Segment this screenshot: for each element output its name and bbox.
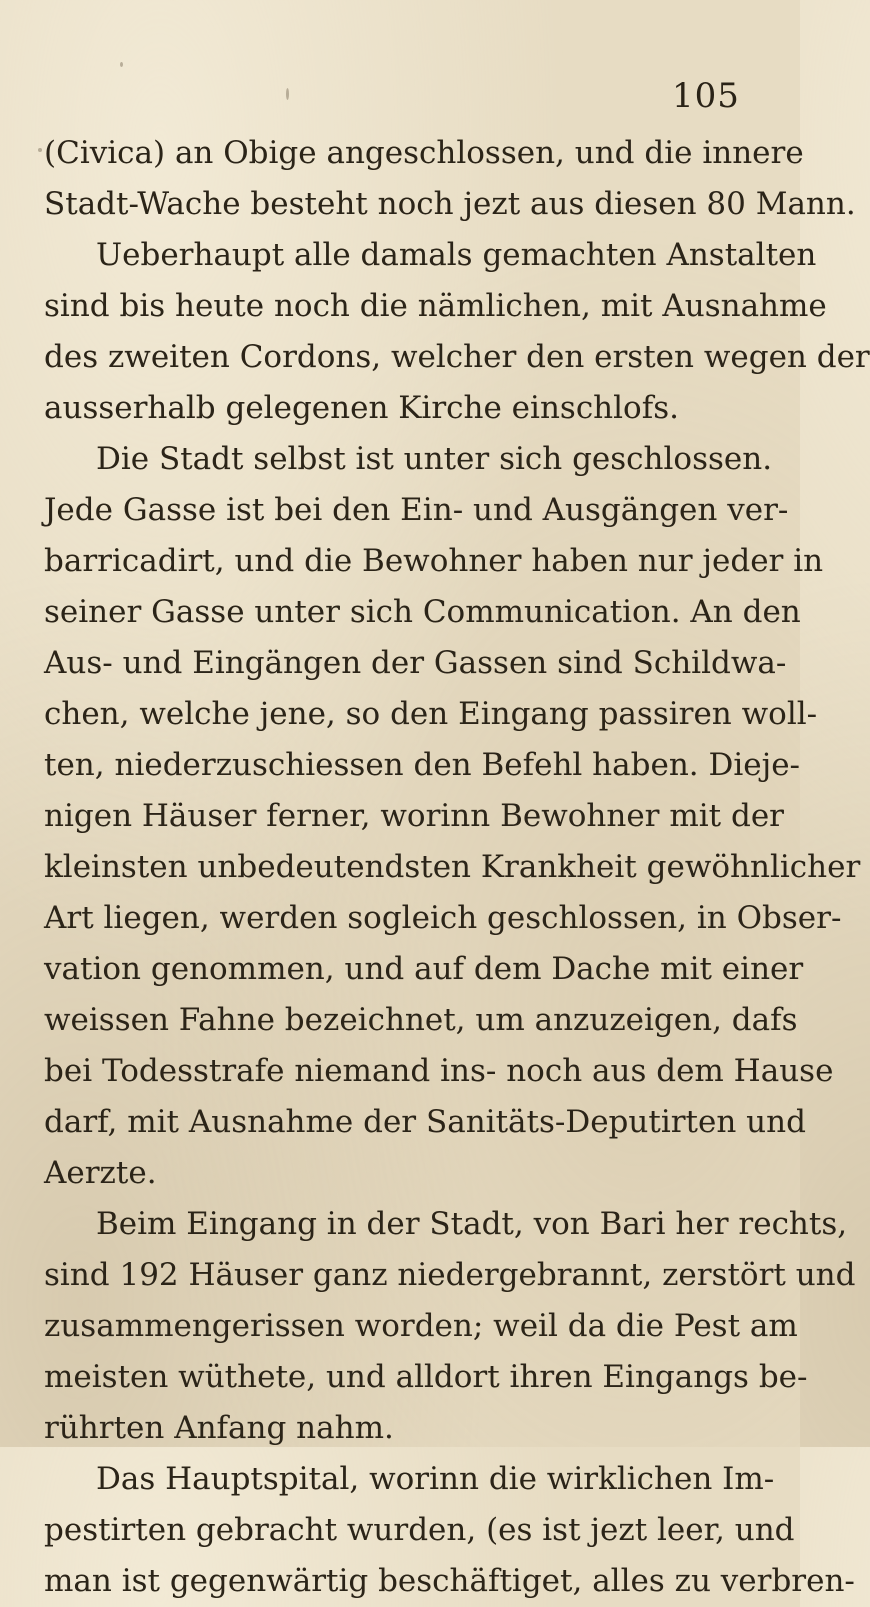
text-line: ausserhalb gelegenen Kirche einschlofs. [44, 390, 679, 426]
text-line: Beim Eingang in der Stadt, von Bari her rechts, [96, 1206, 848, 1242]
text-line: chen, welche jene, so den Eingang passiren woll- [44, 696, 818, 732]
paper-speck [38, 148, 42, 152]
text-line: meisten wüthete, und alldort ihren Eingangs be- [44, 1359, 808, 1395]
text-line: man ist gegenwärtig beschäftiget, alles zu verbren- [44, 1563, 855, 1599]
text-line: vation genommen, und auf dem Dache mit einer [44, 951, 804, 987]
text-line: zusammengerissen worden; weil da die Pest am [44, 1308, 798, 1344]
text-line: Ueberhaupt alle damals gemachten Anstalten [96, 237, 817, 273]
text-line: Aerzte. [44, 1155, 157, 1191]
text-line: darf, mit Ausnahme der Sanitäts-Deputirten und [44, 1104, 806, 1140]
text-line: weissen Fahne bezeichnet, um anzuzeigen, dafs [44, 1002, 798, 1038]
text-line: nigen Häuser ferner, worinn Bewohner mit der [44, 798, 784, 834]
text-line: barricadirt, und die Bewohner haben nur jeder in [44, 543, 824, 579]
text-line: des zweiten Cordons, welcher den ersten wegen der [44, 339, 870, 375]
text-line: sind 192 Häuser ganz niedergebrannt, zerstört und [44, 1257, 856, 1293]
text-line: (Civica) an Obige angeschlossen, und die innere [44, 135, 804, 171]
text-line: Art liegen, werden sogleich geschlossen, in Obser- [44, 900, 842, 936]
text-line: Die Stadt selbst ist unter sich geschlossen. [96, 441, 773, 477]
paper-speck [120, 62, 123, 67]
page-number: 105 [672, 76, 740, 116]
text-line: seiner Gasse unter sich Communication. An den [44, 594, 801, 630]
text-line: sind bis heute noch die nämlichen, mit Ausnahme [44, 288, 827, 324]
text-line: Aus- und Eingängen der Gassen sind Schildwa- [44, 645, 787, 681]
paper-speck [286, 88, 289, 100]
text-line: rührten Anfang nahm. [44, 1410, 394, 1446]
text-line: Das Hauptspital, worinn die wirklichen Im- [96, 1461, 775, 1497]
text-line: pestirten gebracht wurden, (es ist jezt leer, und [44, 1512, 795, 1548]
text-line: ten, niederzuschiessen den Befehl haben. Dieje- [44, 747, 801, 783]
text-line: bei Todesstrafe niemand ins- noch aus dem Hause [44, 1053, 834, 1089]
body-text [44, 128, 870, 1607]
text-line: Jede Gasse ist bei den Ein- und Ausgängen ver- [44, 492, 789, 528]
text-line: kleinsten unbedeutendsten Krankheit gewöhnlicher [44, 849, 861, 885]
text-line: Stadt-Wache besteht noch jezt aus diesen 80 Mann. [44, 186, 856, 222]
